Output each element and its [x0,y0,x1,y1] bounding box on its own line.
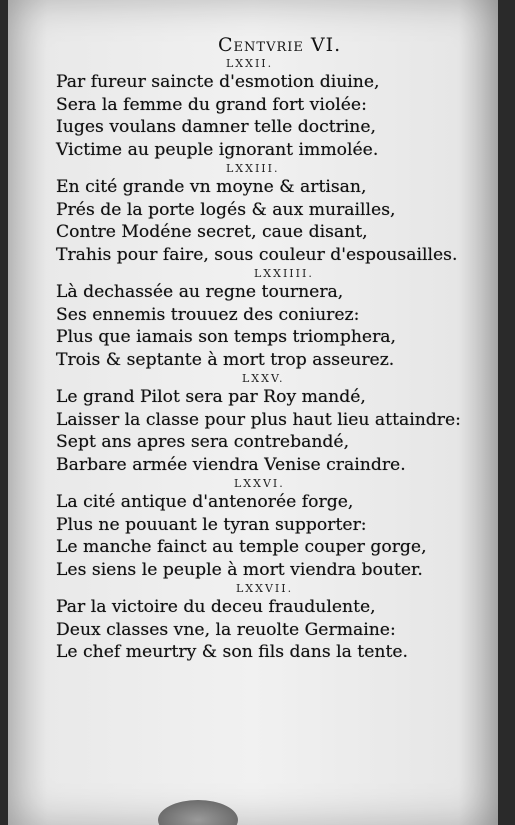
verse-line: Le grand Pilot sera par Roy mandé, [56,387,366,407]
quatrain [56,581,496,664]
quatrain [56,371,496,476]
verse-line: Sept ans apres sera contrebandé, [56,432,350,452]
quatrain [56,161,496,266]
verse-line: Contre Modéne secret, caue disant, [56,222,368,242]
quatrain [56,476,496,581]
verse-line: Ses ennemis trouuez des coniurez: [56,304,360,325]
quatrain-number: LXXII. [226,57,274,70]
verse-line: Trois & septante à mort trop asseurez. [56,349,395,370]
quatrain [56,56,496,161]
verse-line: Barbare armée viendra Venise craindre. [56,454,406,475]
page-header: Centvrie VI. [218,34,342,56]
verse-line: Laisser la classe pour plus haut lieu attaindre: [56,409,461,430]
thumb-shadow [158,800,238,825]
quatrain-number: LXXIII. [226,162,280,175]
quatrain-number: LXXIIII. [254,267,314,280]
poem-body [56,56,496,664]
verse-line: Trahis pour faire, sous couleur d'espousailles. [56,244,458,265]
verse-line: Victime au peuple ignorant immolée. [56,139,379,160]
verse-line: Sera la femme du grand fort violée: [56,94,367,115]
verse-line: Par fureur saincte d'esmotion diuine, [56,72,380,92]
verse-line: Le chef meurtry & son fils dans la tente. [56,642,408,662]
verse-line: En cité grande vn moyne & artisan, [56,177,367,197]
quatrain [56,266,496,371]
quatrain-number: LXXV. [242,372,285,385]
verse-line: Les siens le peuple à mort viendra bouter. [56,559,423,580]
book-page [8,0,498,825]
verse-line: Deux classes vne, la reuolte Germaine: [56,619,396,640]
verse-line: Là dechassée au regne tournera, [56,282,344,302]
verse-line: Prés de la porte logés & aux murailles, [56,199,396,220]
verse-line: Plus ne pouuant le tyran supporter: [56,514,367,535]
quatrain-number: LXXVII. [236,582,294,595]
verse-line: Plus que iamais son temps triomphera, [56,327,396,347]
verse-line: La cité antique d'antenorée forge, [56,492,354,512]
verse-line: Le manche fainct au temple couper gorge, [56,537,427,557]
quatrain-number: LXXVI. [234,477,285,490]
verse-line: Iuges voulans damner telle doctrine, [56,117,377,137]
verse-line: Par la victoire du deceu fraudulente, [56,597,376,617]
